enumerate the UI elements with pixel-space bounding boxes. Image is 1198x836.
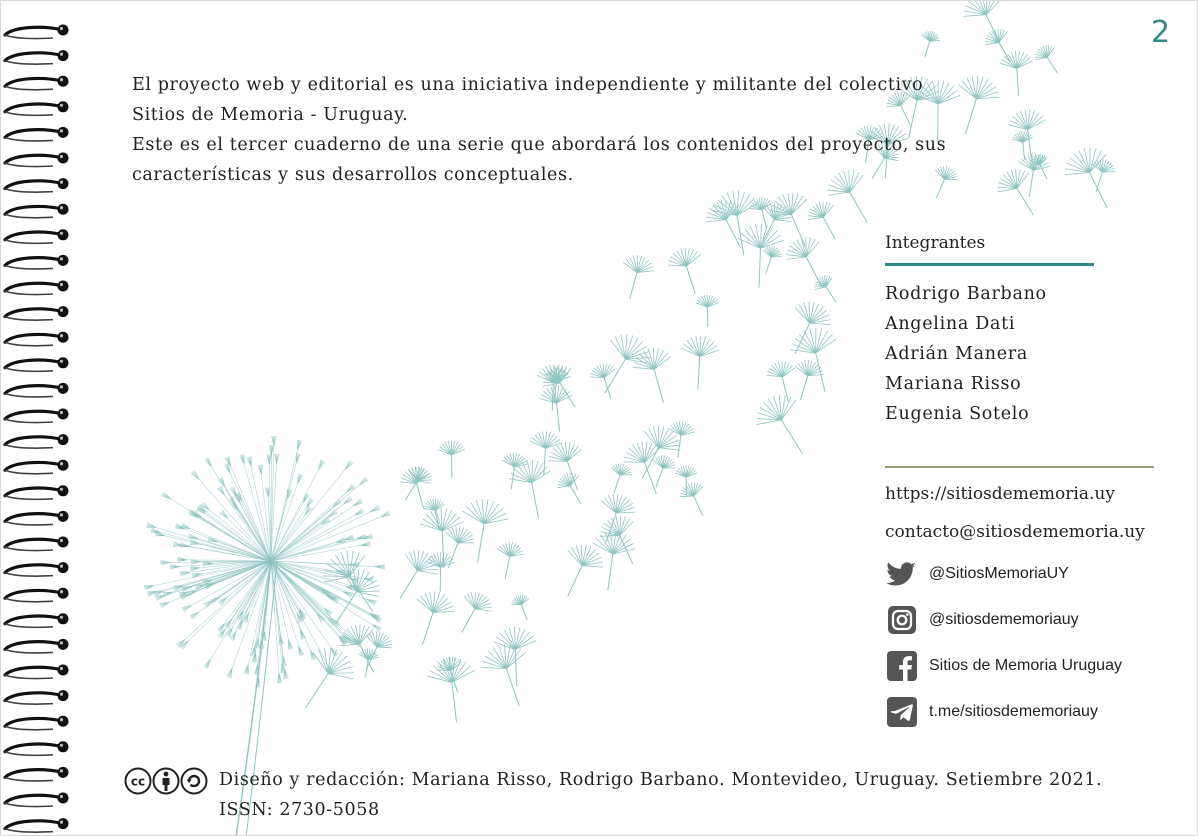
dandelion-seed: [463, 499, 509, 563]
dandelion-seed: [539, 385, 572, 431]
telegram-link[interactable]: [885, 697, 1098, 727]
binding-ring: [5, 665, 69, 679]
facebook-page: Sitios de Memoria Uruguay: [929, 657, 1122, 674]
dandelion-seed: [756, 395, 802, 454]
binding-ring: [5, 639, 69, 653]
members-list: [885, 279, 1047, 429]
binding-ring: [5, 460, 69, 474]
binding-ring: [5, 127, 69, 141]
member-name: Adrián Manera: [885, 344, 1028, 364]
page-number: 2: [1151, 15, 1171, 50]
binding-ring: [5, 50, 69, 64]
facebook-icon: [885, 651, 917, 681]
dandelion-seed: [537, 364, 570, 411]
dandelion-seed: [509, 460, 551, 518]
issn-line: ISSN: 2730-5058: [219, 800, 380, 820]
intro-paragraph: [132, 70, 1032, 190]
dandelion-seed: [600, 516, 633, 564]
dandelion-seed: [548, 442, 582, 490]
instagram-link[interactable]: [885, 605, 1079, 635]
binding-ring: [5, 229, 69, 243]
binding-ring: [5, 409, 69, 423]
binding-ring: [5, 255, 69, 269]
binding-ring: [5, 485, 69, 499]
binding-ring: [5, 101, 69, 115]
member-name: Mariana Risso: [885, 374, 1022, 394]
telegram-link-text: t.me/sitiosdememoriauy: [929, 703, 1098, 720]
member-name: Angelina Dati: [885, 314, 1016, 334]
binding-ring: [5, 76, 69, 90]
binding-ring: [5, 537, 69, 551]
binding-ring: [5, 741, 69, 755]
facebook-link[interactable]: [885, 651, 1122, 681]
binding-ring: [5, 332, 69, 346]
members-heading: Integrantes: [885, 233, 986, 253]
dandelion-seed: [366, 631, 392, 669]
dandelion-seed: [681, 336, 720, 390]
dandelion-seed: [462, 592, 492, 632]
binding-ring: [5, 588, 69, 602]
dandelion-seed: [712, 190, 758, 255]
dandelion-seed: [680, 483, 703, 516]
binding-ring: [5, 153, 69, 167]
telegram-icon: [885, 697, 917, 727]
dandelion-seed: [763, 246, 782, 273]
dandelion-seed: [502, 453, 528, 489]
twitter-handle: @SitiosMemoriaUY: [929, 565, 1069, 582]
member-name: Rodrigo Barbano: [885, 284, 1047, 304]
dandelion-seed: [417, 591, 455, 644]
binding-ring: [5, 767, 69, 781]
binding-ring: [5, 818, 69, 832]
binding-ring: [5, 562, 69, 576]
twitter-link[interactable]: [885, 559, 1069, 589]
dandelion-seed: [590, 364, 615, 399]
intro-line: El proyecto web y editorial es una iniciativa independiente y militante del colectivo: [132, 75, 924, 95]
intro-line: Sitios de Memoria - Uruguay.: [132, 105, 409, 125]
dandelion-seed: [438, 440, 465, 477]
dandelion-seed: [511, 595, 529, 620]
binding-ring: [5, 511, 69, 525]
dandelion-seed: [611, 464, 631, 493]
dandelion-seed: [767, 361, 795, 401]
dandelion-seed: [426, 552, 454, 592]
binding-ring: [5, 613, 69, 627]
credits: [124, 765, 1102, 825]
dandelion-seed: [1035, 45, 1058, 73]
binding-ring: [5, 716, 69, 730]
binding-ring: [5, 178, 69, 192]
dandelion-seed: [530, 431, 562, 475]
binding-ring: [5, 204, 69, 218]
binding-ring: [5, 434, 69, 448]
binding-ring: [5, 25, 69, 39]
intro-line: características y sus desarrollos conceptuales.: [132, 165, 574, 185]
dandelion-seed: [668, 248, 700, 294]
binding-ring: [5, 690, 69, 704]
dandelion-seed: [633, 348, 672, 403]
dandelion-seed: [669, 421, 695, 457]
creative-commons-by-sa-icon: [124, 767, 208, 795]
dandelion-seed: [306, 648, 354, 708]
svg-text:cc: cc: [130, 774, 146, 789]
instagram-icon: [885, 605, 917, 635]
dandelion-seed: [808, 202, 836, 240]
dandelion-seed: [653, 455, 675, 487]
dandelion-seed: [1092, 159, 1115, 192]
dandelion-seed: [405, 466, 431, 500]
contact-divider: [885, 466, 1154, 468]
heading-divider: [885, 263, 1094, 266]
dandelion-seed: [568, 545, 603, 597]
intro-line: Este es el tercer cuaderno de una serie que abordará los contenidos del proyecto, sus: [132, 135, 947, 155]
dandelion-seed: [593, 531, 636, 590]
dandelion-seed: [497, 542, 523, 579]
binding-ring: [5, 793, 69, 807]
credits-line: Diseño y redacción: Mariana Risso, Rodrigo Barbano. Montevideo, Uruguay. Setiembre 2021.: [219, 770, 1103, 790]
binding-ring: [5, 357, 69, 371]
dandelion-seed: [623, 255, 654, 299]
dandelion-seed: [791, 328, 837, 392]
binding-ring: [5, 281, 69, 295]
spiral-binding: [1, 1, 81, 836]
twitter-icon: [885, 559, 917, 589]
member-name: Eugenia Sotelo: [885, 404, 1030, 424]
email-link[interactable]: contacto@sitiosdememoria.uy: [885, 522, 1145, 542]
dandelion-seed: [696, 295, 719, 328]
dandelion-seed: [985, 29, 1010, 62]
binding-ring: [5, 383, 69, 397]
dandelion-seed: [482, 644, 526, 707]
dandelion-seed: [623, 441, 660, 494]
website-link[interactable]: https://sitiosdememoria.uy: [885, 484, 1115, 504]
dandelion-seed: [445, 526, 474, 567]
binding-ring: [5, 306, 69, 320]
dandelion-seed: [605, 334, 650, 393]
dandelion-seed: [922, 31, 940, 57]
dandelion-seed: [420, 508, 463, 568]
dandelion-seed: [427, 657, 474, 722]
instagram-handle: @sitiosdememoriauy: [929, 611, 1079, 628]
